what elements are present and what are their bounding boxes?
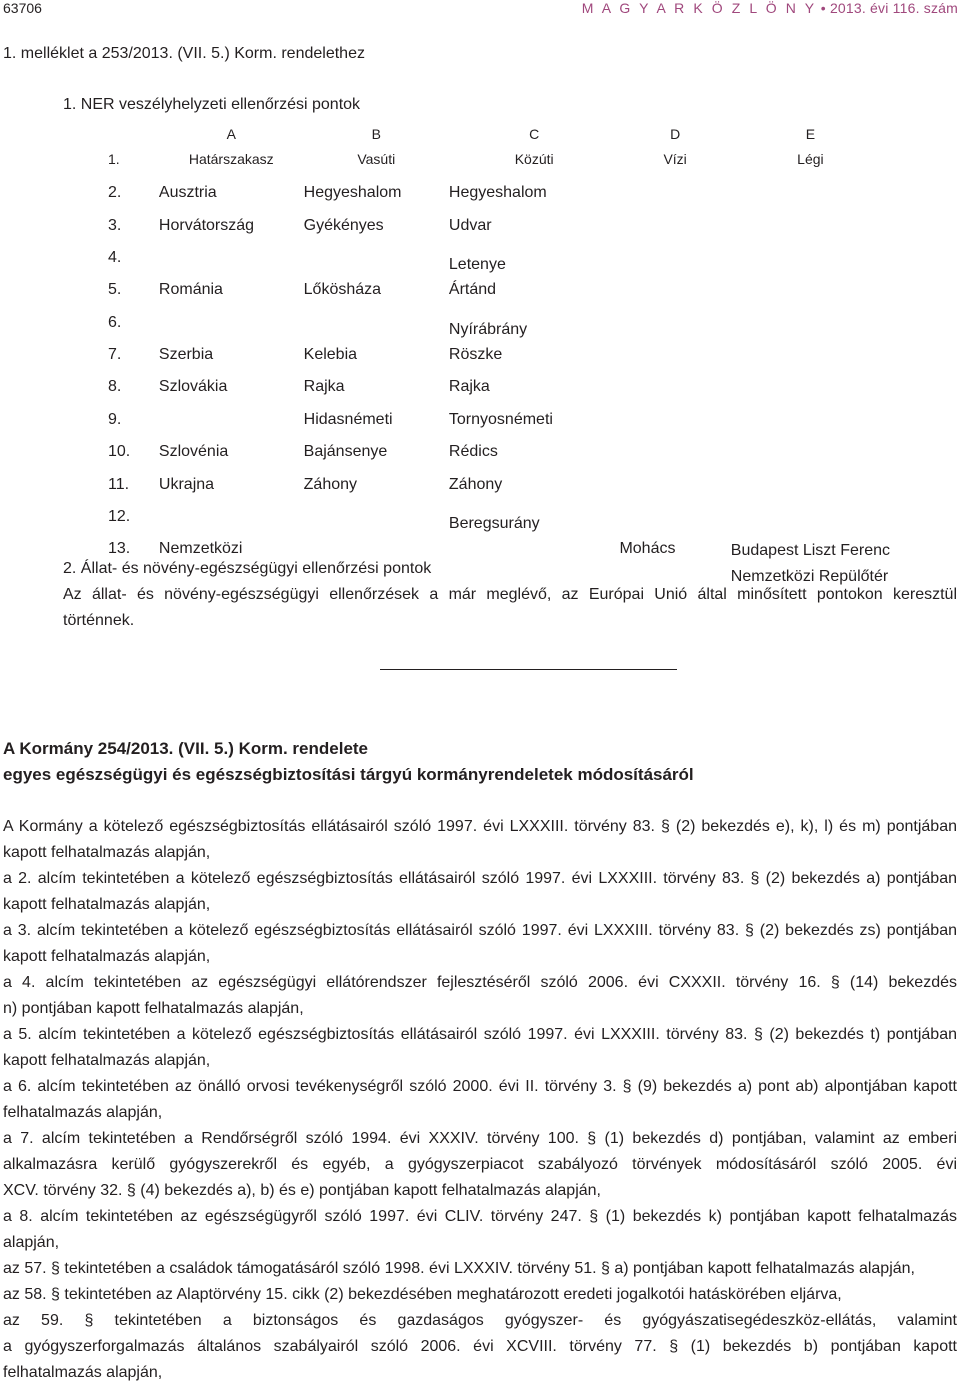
separator-rule <box>380 669 677 670</box>
checkpoint-table <box>90 122 890 590</box>
paragraph-line: A Kormány a kötelező egészségbiztosítás ellátásairól szóló 1997. évi LXXXIII. törvény 83. § (2) bekezdés e), k), l) és m) pontjában <box>3 818 957 835</box>
preamble-paragraph <box>3 1126 957 1204</box>
cell-air <box>731 471 890 504</box>
cell-border-section: Szerbia <box>158 345 214 363</box>
cell-rail: Gyékényes <box>303 216 384 234</box>
section-2-line: történnek. <box>63 612 135 629</box>
row-number: 5. <box>108 281 122 298</box>
decree-subtitle: egyes egészségügyi és egészségbiztosítási tárgyú kormányrendeletek módosításáról <box>3 765 694 784</box>
paragraph-line: kapott felhatalmazás alapján, <box>3 844 211 861</box>
row-number: 2. <box>108 184 122 201</box>
cell-water <box>619 373 730 406</box>
cell-road: Rajka <box>448 378 490 395</box>
cell-air <box>731 179 890 212</box>
cell-water <box>619 471 730 504</box>
cell-border-section <box>159 406 304 439</box>
table-row <box>90 438 890 471</box>
row-number: 10. <box>108 443 131 460</box>
cell-water <box>619 341 730 374</box>
col-letter-a: A <box>226 126 236 142</box>
table-row <box>90 179 890 212</box>
paragraph-line: az 57. § tekintetében a családok támogatásáról szóló 1998. évi LXXXIV. törvény 51. § a) pontjában kapott felhatalmazás alapján, <box>3 1260 915 1277</box>
cell-border-section: Horvátország <box>158 216 255 234</box>
preamble-paragraph <box>3 866 957 918</box>
table-row <box>90 373 890 406</box>
cell-border-section <box>159 244 304 276</box>
table-row <box>90 244 890 276</box>
cell-border-section: Ausztria <box>158 184 217 201</box>
paragraph-line: alkalmazásra kerülő gyógyszerekről és egyéb, a gyógyszerpiacot szabályozó törvények módosításáról szóló 2005. évi <box>3 1156 957 1173</box>
paragraph-line: felhatalmazás alapján, <box>3 1104 163 1121</box>
section-2-line: Az állat- és növény-egészségügyi ellenőrzések a már meglévő, az Európai Unió által minősített pontokon keresztül <box>63 586 957 603</box>
section-1-title: 1. NER veszélyhelyzeti ellenőrzési pontok <box>63 96 361 113</box>
col-letter-c: C <box>529 126 540 142</box>
cell-air <box>731 341 890 374</box>
paragraph-line: a 6. alcím tekintetében az önálló orvosi tevékenységről szóló 2000. évi II. törvény 3. § (9) bekezdés a) pont ab) alpontjában kapott <box>3 1078 957 1095</box>
table-row <box>90 276 890 309</box>
paragraph-line: n) pontjában kapott felhatalmazás alapján, <box>3 1000 304 1017</box>
preamble-paragraph <box>3 1308 957 1386</box>
table-row <box>90 341 890 374</box>
paragraph-line: alapján, <box>3 1234 60 1251</box>
paragraph-line: felhatalmazás alapján, <box>3 1364 163 1381</box>
cell-air <box>731 244 890 276</box>
row-number: 3. <box>108 216 122 234</box>
row-number: 4. <box>108 249 122 266</box>
cell-air <box>731 503 890 535</box>
preamble-paragraph <box>3 970 957 1022</box>
paragraph-line: kapott felhatalmazás alapján, <box>3 948 211 965</box>
cell-water <box>619 309 730 341</box>
paragraph-line: a 4. alcím tekintetében az egészségügyi ellátórendszer fejlesztéséről szóló 2006. évi CXXXII. törvény 16. § (14) bekezdés <box>3 974 957 991</box>
header-border-section: Határszakasz <box>188 151 274 167</box>
journal-name: M A G Y A R K Ö Z L Ö N Y <box>581 0 817 16</box>
paragraph-line: a gyógyszerforgalmazás általános szabályairól szóló 2006. évi XCVIII. törvény 77. § (1) bekezdés b) pontjában kapott <box>3 1338 957 1355</box>
cell-water <box>619 503 730 535</box>
cell-air <box>731 373 890 406</box>
preamble-paragraph <box>3 1256 957 1282</box>
cell-road: Beregsurány <box>448 515 540 532</box>
col-letter-d: D <box>670 126 681 142</box>
cell-rail: Hegyeshalom <box>303 184 402 201</box>
paragraph-line: XCV. törvény 32. § (4) bekezdés a), b) és e) pontjában kapott felhatalmazás alapján, <box>3 1182 601 1199</box>
section-2-body <box>63 582 957 634</box>
issue-number: 2013. évi 116. szám <box>829 0 958 16</box>
cell-road: Záhony <box>448 475 503 493</box>
header-bullet: • <box>820 0 830 16</box>
cell-water <box>619 212 730 245</box>
paragraph-line: a 2. alcím tekintetében a kötelező egészségbiztosítás ellátásairól szóló 1997. évi LXXXIII. törvény 83. § (2) bekezdés a) pontjában <box>3 870 957 887</box>
table-row <box>90 406 890 439</box>
cell-border-section: Románia <box>158 281 223 298</box>
table-row <box>90 212 890 245</box>
cell-border-section <box>159 309 304 341</box>
row-number: 1. <box>108 151 120 167</box>
cell-rail: Hidasnémeti <box>303 410 393 428</box>
row-number: 11. <box>108 475 130 493</box>
row-number: 8. <box>108 378 122 395</box>
cell-water <box>619 179 730 212</box>
preamble-paragraph <box>3 1022 957 1074</box>
column-letters-row <box>90 122 890 151</box>
row-number: 13. <box>108 540 131 557</box>
paragraph-line: a 7. alcím tekintetében a Rendőrségről szóló 1994. évi XXXIV. törvény 100. § (1) bekezdés d) pontjában, valamint az emberi <box>3 1130 957 1147</box>
header-rail: Vasúti <box>357 151 396 167</box>
preamble-paragraph <box>3 814 957 866</box>
row-number: 7. <box>108 345 122 363</box>
cell-air <box>731 438 890 471</box>
cell-air <box>731 276 890 309</box>
cell-air <box>731 309 890 341</box>
paragraph-line: kapott felhatalmazás alapján, <box>3 1052 211 1069</box>
preamble-paragraph <box>3 1282 957 1308</box>
row-number: 12. <box>108 508 131 525</box>
annex-title: 1. melléklet a 253/2013. (VII. 5.) Korm. rendelethez <box>3 45 365 62</box>
cell-rail <box>304 244 449 276</box>
cell-border-section: Szlovákia <box>158 378 228 395</box>
cell-road: Hegyeshalom <box>448 184 547 201</box>
col-letter-e: E <box>805 126 816 142</box>
cell-rail: Lőkösháza <box>303 281 382 298</box>
cell-air-line-1: Budapest Liszt Ferenc <box>730 542 890 559</box>
paragraph-line: az 58. § tekintetében az Alaptörvény 15. cikk (2) bekezdésében meghatározott eredeti jogalkotói hatáskörében eljárva, <box>3 1286 842 1303</box>
page-number: 63706 <box>3 0 42 16</box>
table-row <box>90 471 890 504</box>
running-header <box>582 0 958 16</box>
cell-border-section: Ukrajna <box>158 475 215 493</box>
table-row <box>90 309 890 341</box>
cell-road: Udvar <box>448 216 492 234</box>
cell-rail: Záhony <box>303 475 358 493</box>
decree-title: A Kormány 254/2013. (VII. 5.) Korm. rendelete <box>3 739 369 758</box>
cell-rail: Kelebia <box>303 345 358 363</box>
table-row <box>90 503 890 535</box>
cell-road: Letenye <box>448 256 506 273</box>
section-2-title: 2. Állat- és növény-egészségügyi ellenőrzési pontok <box>63 560 432 577</box>
paragraph-line: a 3. alcím tekintetében a kötelező egészségbiztosítás ellátásairól szóló 1997. évi LXXXIII. törvény 83. § (2) bekezdés zs) pontjában <box>3 922 957 939</box>
paragraph-line: a 8. alcím tekintetében az egészségügyről szóló 1997. évi CLIV. törvény 247. § (1) bekezdés k) pontjában kapott felhatalmazás <box>3 1208 957 1225</box>
cell-road: Ártánd <box>448 281 497 298</box>
cell-air <box>731 212 890 245</box>
preamble-paragraph <box>3 1204 957 1256</box>
col-letter-b: B <box>371 126 381 142</box>
cell-road: Nyírábrány <box>448 320 528 338</box>
cell-water <box>619 276 730 309</box>
paragraph-line: kapott felhatalmazás alapján, <box>3 896 211 913</box>
cell-rail <box>304 309 449 341</box>
header-air: Légi <box>797 151 824 167</box>
cell-water: Mohács <box>619 540 676 557</box>
cell-border-section: Szlovénia <box>158 443 229 460</box>
header-water: Vízi <box>663 151 687 167</box>
cell-border-section <box>159 503 304 535</box>
cell-water <box>619 438 730 471</box>
paragraph-line: az 59. § tekintetében a biztonságos és gazdaságos gyógyszer- és gyógyászatisegédeszköz-ellátás, valamint <box>3 1312 957 1329</box>
cell-rail: Bajánsenye <box>303 443 388 460</box>
row-number: 6. <box>108 313 122 331</box>
cell-border-section: Nemzetközi <box>158 540 243 557</box>
cell-rail <box>304 503 449 535</box>
header-road: Közúti <box>514 151 554 167</box>
preamble-paragraph <box>3 1074 957 1126</box>
cell-air <box>731 406 890 439</box>
row-number: 9. <box>108 410 122 428</box>
cell-water <box>619 244 730 276</box>
paragraph-line: a 5. alcím tekintetében a kötelező egészségbiztosítás ellátásairól szóló 1997. évi LXXXIII. törvény 83. § (2) bekezdés t) pontjában <box>3 1026 957 1043</box>
preamble-paragraph <box>3 918 957 970</box>
cell-rail: Rajka <box>303 378 345 395</box>
cell-road: Tornyosnémeti <box>448 410 553 428</box>
cell-water <box>619 406 730 439</box>
cell-road: Röszke <box>448 345 503 363</box>
cell-air-line-2: Nemzetközi Repülőtér <box>730 568 889 585</box>
cell-road: Rédics <box>448 443 498 460</box>
table-header-row <box>90 151 890 179</box>
